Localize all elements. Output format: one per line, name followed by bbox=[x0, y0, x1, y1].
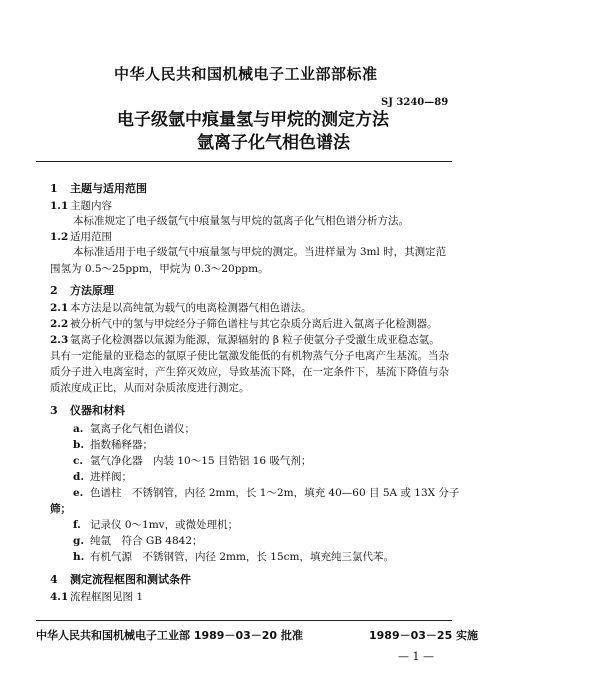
list-key: h. bbox=[73, 551, 85, 563]
list-item bbox=[73, 517, 238, 532]
list-text: 色谱柱 不锈钢管，内径 2mm，长 1～2m，填充 40—60 目 5A 或 13X 分子 bbox=[90, 487, 460, 499]
list-key: g. bbox=[73, 535, 84, 547]
document-title: 电子级氩中痕量氢与甲烷的测定方法 bbox=[117, 110, 389, 130]
list-text: 氩气净化器 内装 10～15 目锆铝 16 吸气剂； bbox=[90, 455, 312, 467]
section-title: 方法原理 bbox=[70, 284, 114, 297]
list-text: 记录仪 0～1mv，或微处理机； bbox=[90, 519, 239, 531]
clause-2-1 bbox=[50, 300, 312, 315]
section-number: 2.2 bbox=[50, 318, 69, 330]
section-title: 主题内容 bbox=[70, 200, 112, 212]
list-text: 纯氩 符合 GB 4842； bbox=[90, 535, 203, 547]
header-divider bbox=[36, 161, 452, 162]
list-key: f. bbox=[73, 519, 81, 531]
section-1-2-heading bbox=[50, 229, 112, 244]
standard-number: SJ 3240—89 bbox=[381, 97, 449, 108]
list-item-continued: 筛； bbox=[50, 503, 71, 515]
clause-text: 被分析气中的氢与甲烷经分子筛色谱柱与其它杂质分离后进入氩离子化检测器。 bbox=[70, 318, 438, 330]
list-item bbox=[73, 453, 311, 468]
list-key: b. bbox=[73, 439, 84, 451]
section-3-heading bbox=[50, 402, 125, 418]
section-number: 2.3 bbox=[50, 334, 69, 346]
clause-text: 氩离子化检测器以氚源为能源，氚源辐射的 β 粒子使氩分子受激生成亚稳态氩。 bbox=[70, 334, 440, 346]
list-item bbox=[73, 485, 459, 500]
list-text: 指数稀释器； bbox=[90, 439, 153, 451]
section-1-heading bbox=[50, 180, 147, 196]
paragraph-continued: 具有一定能量的亚稳态的氩原子使比氩激发能低的有机物蒸气分子电离产生基流。当杂 bbox=[50, 350, 449, 362]
list-text: 氩离子化气相色谱仪； bbox=[90, 423, 195, 435]
list-item bbox=[73, 549, 394, 564]
list-item bbox=[73, 437, 153, 452]
section-title: 主题与适用范围 bbox=[70, 182, 147, 195]
section-title: 测定流程框图和测试条件 bbox=[70, 573, 191, 586]
section-title: 适用范围 bbox=[70, 231, 112, 243]
section-title: 仪器和材料 bbox=[70, 404, 125, 417]
section-1-1-heading bbox=[50, 198, 112, 213]
section-number: 2 bbox=[50, 284, 58, 297]
list-key: c. bbox=[73, 455, 84, 467]
list-text: 有机气源 不锈钢管，内径 2mm，长 15cm，填充纯三氯代苯。 bbox=[90, 551, 394, 563]
approval-line: 中华人民共和国机械电子工业部 1989－03－20 批准 bbox=[36, 629, 303, 642]
paragraph-continued: 质浓度成正比，从而对杂质浓度进行测定。 bbox=[50, 382, 250, 394]
paragraph-continued: 质分子进入电离室时，产生猝灭效应，导致基流下降，在一定条件下，基流下降值与杂 bbox=[50, 366, 449, 378]
footer-divider bbox=[36, 620, 452, 621]
page-number: — 1 — bbox=[398, 650, 434, 663]
section-number: 1 bbox=[50, 182, 58, 195]
document-subtitle: 氩离子化气相色谱法 bbox=[197, 133, 350, 153]
clause-4-1 bbox=[50, 589, 143, 604]
clause-2-2 bbox=[50, 316, 438, 331]
list-text: 进样阀； bbox=[90, 471, 132, 483]
list-item bbox=[73, 421, 195, 436]
paragraph-continued: 围氢为 0.5～25ppm，甲烷为 0.3～20ppm。 bbox=[50, 263, 269, 275]
ministry-header: 中华人民共和国机械电子工业部部标准 bbox=[114, 65, 378, 83]
paragraph: 本标准适用于电子级氩气中痕量氢与甲烷的测定。当进样量为 3ml 时，其测定范 bbox=[73, 246, 447, 258]
implementation-date: 1989－03－25 实施 bbox=[369, 629, 479, 642]
clause-text: 流程框图见图 1 bbox=[70, 591, 144, 603]
section-number: 1.2 bbox=[50, 231, 69, 243]
section-number: 1.1 bbox=[50, 200, 69, 212]
section-number: 4 bbox=[50, 573, 58, 586]
section-number: 2.1 bbox=[50, 302, 69, 314]
clause-text: 本方法是以高纯氩为载气的电离检测器气相色谱法。 bbox=[70, 302, 312, 314]
clause-2-3 bbox=[50, 332, 440, 347]
list-item bbox=[73, 469, 132, 484]
list-key: a. bbox=[73, 423, 84, 435]
section-2-heading bbox=[50, 282, 114, 298]
section-number: 3 bbox=[50, 404, 58, 417]
section-number: 4.1 bbox=[50, 591, 69, 603]
list-item bbox=[73, 533, 203, 548]
list-key: d. bbox=[73, 471, 84, 483]
list-key: e. bbox=[73, 487, 84, 499]
section-4-heading bbox=[50, 571, 191, 587]
paragraph: 本标准规定了电子级氩气中痕量氢与甲烷的氩离子化气相色谱分析方法。 bbox=[73, 215, 409, 227]
